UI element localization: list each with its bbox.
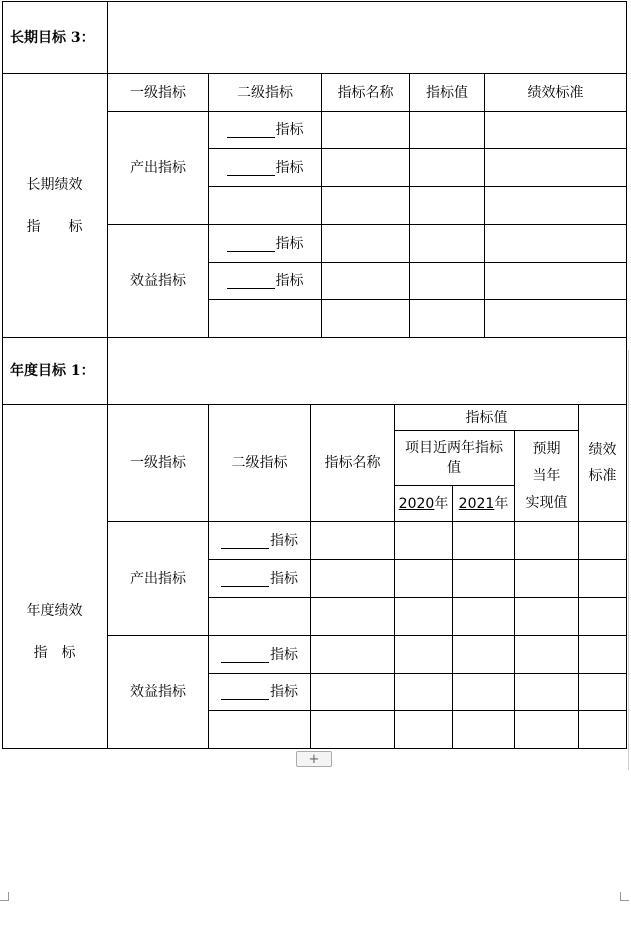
blank-line[interactable] <box>227 236 275 252</box>
benefit-indicator-label: 效益指标 <box>130 273 186 289</box>
long-term-perf-label-line2: 指 标 <box>26 218 83 235</box>
header-year-2020 <box>395 486 452 521</box>
table-line <box>208 710 627 711</box>
year-2020-value: 2020 <box>398 495 435 512</box>
header-year-2021 <box>453 486 514 521</box>
long-term-goal-value[interactable] <box>108 2 626 73</box>
header-performance-standard: 绩效标准 <box>527 84 584 101</box>
header-indicator-name: 指标名称 <box>337 84 394 101</box>
blank-line[interactable] <box>227 160 275 176</box>
indicator-blank-row[interactable] <box>209 225 321 262</box>
add-row-button[interactable]: + <box>296 751 332 767</box>
header-level1: 一级指标 <box>130 455 186 471</box>
indicator-suffix: 指标 <box>275 159 304 176</box>
standard-line1: 绩效 <box>588 442 617 458</box>
indicator-suffix: 指标 <box>270 646 298 663</box>
annual-goal-value[interactable] <box>108 338 626 404</box>
blank-line[interactable] <box>227 273 275 289</box>
expected-line3: 实现值 <box>525 494 568 511</box>
indicator-blank-row[interactable] <box>209 149 321 186</box>
indicator-suffix: 指标 <box>270 684 298 700</box>
expected-line2: 当年 <box>532 467 561 484</box>
year-suffix: 年 <box>434 495 449 512</box>
table-line <box>409 73 410 338</box>
page-edge <box>628 350 629 770</box>
indicator-blank-row[interactable] <box>209 112 321 148</box>
table-line <box>208 186 627 187</box>
blank-line[interactable] <box>221 571 269 587</box>
header-level2: 二级指标 <box>237 84 293 101</box>
table-line <box>208 597 627 598</box>
table-border <box>2 748 627 749</box>
blank-line[interactable] <box>227 122 275 138</box>
indicator-suffix: 指标 <box>270 532 298 549</box>
header-level2: 二级指标 <box>231 455 288 471</box>
blank-line[interactable] <box>221 684 269 700</box>
expected-line1: 预期 <box>532 440 561 457</box>
indicator-blank-row[interactable] <box>209 674 310 710</box>
standard-line2: 标准 <box>588 468 617 484</box>
output-indicator-label: 产出指标 <box>130 570 186 587</box>
indicator-blank-row[interactable] <box>209 263 321 299</box>
page-corner-mark <box>620 892 629 901</box>
indicator-suffix: 指标 <box>275 122 304 138</box>
header-indicator-value: 指标值 <box>426 84 468 101</box>
header-indicator-value-group: 指标值 <box>465 409 508 426</box>
year-suffix: 年 <box>494 495 509 512</box>
table-border <box>626 337 627 749</box>
long-term-perf-label-line1: 长期绩效 <box>26 176 83 193</box>
blank-line[interactable] <box>221 533 269 549</box>
header-recent-two-years: 项目近两年指标值 <box>405 440 503 476</box>
long-term-goal-label: 长期目标 3： <box>10 29 95 46</box>
page-corner-mark <box>0 892 9 901</box>
header-expected-value <box>515 431 578 521</box>
table-line <box>208 299 627 300</box>
annual-perf-label-line1: 年度绩效 <box>26 602 83 619</box>
table-line <box>394 404 395 749</box>
header-level1: 一级指标 <box>130 84 186 101</box>
indicator-blank-row[interactable] <box>209 560 310 597</box>
indicator-blank-row[interactable] <box>209 636 310 673</box>
indicator-suffix: 指标 <box>275 235 304 252</box>
table-line <box>321 73 322 338</box>
table-line <box>452 485 453 749</box>
indicator-suffix: 指标 <box>270 570 298 587</box>
long-term-perf-label <box>2 74 107 337</box>
table-border <box>626 1 627 338</box>
annual-perf-label <box>2 405 107 748</box>
output-indicator-label: 产出指标 <box>130 160 186 176</box>
table-line <box>484 73 485 338</box>
annual-goal-label: 年度目标 1： <box>10 363 95 379</box>
indicator-blank-row[interactable] <box>209 522 310 559</box>
annual-perf-label-line2: 指 标 <box>33 644 76 661</box>
year-2021-value: 2021 <box>458 495 495 512</box>
benefit-indicator-label: 效益指标 <box>130 684 186 700</box>
header-indicator-name: 指标名称 <box>324 455 381 471</box>
indicator-suffix: 指标 <box>275 273 304 289</box>
header-performance-standard <box>579 405 626 521</box>
blank-line[interactable] <box>221 647 269 663</box>
